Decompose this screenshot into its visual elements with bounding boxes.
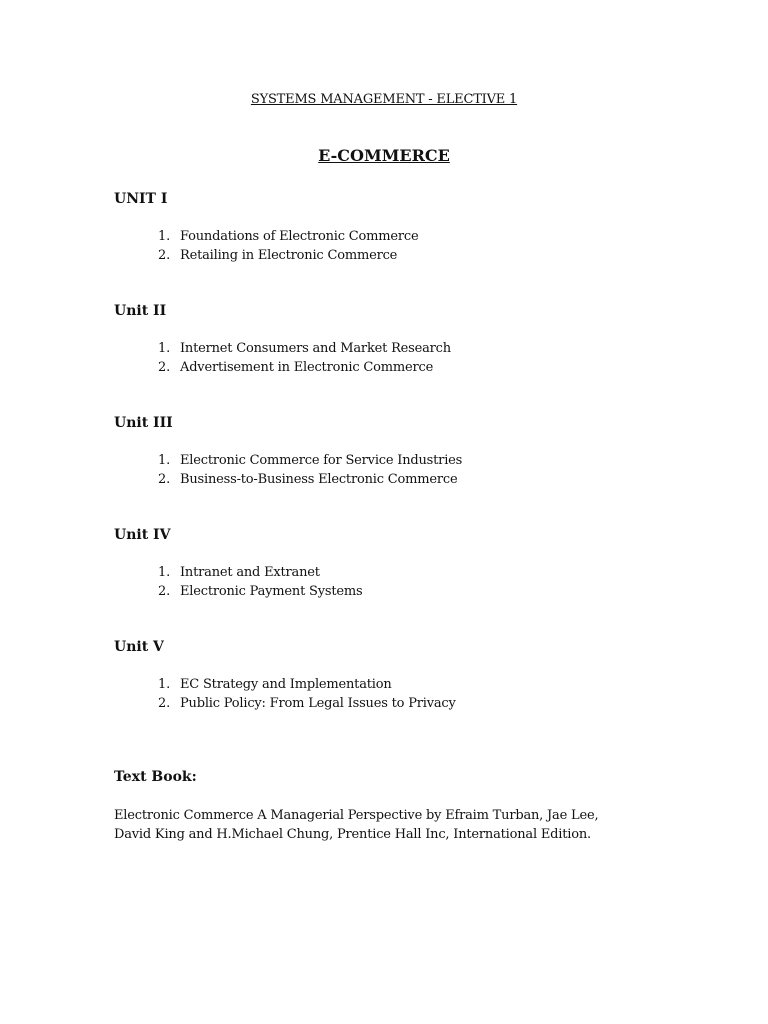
topic-list — [158, 676, 714, 713]
topic-number: 1. — [158, 677, 171, 692]
topic-number: 1. — [158, 565, 171, 580]
page-title: E-COMMERCE — [318, 146, 450, 165]
topic-number: 2. — [158, 247, 171, 263]
textbook-heading: Text Book: — [114, 769, 197, 785]
unit-heading: UNIT I — [114, 191, 168, 207]
topic-text: Retailing in Electronic Commerce — [180, 247, 398, 263]
topic-text: Electronic Commerce for Service Industries — [180, 453, 463, 468]
topic-text: EC Strategy and Implementation — [180, 677, 392, 692]
topic-text: Foundations of Electronic Commerce — [180, 229, 419, 244]
topic-item — [158, 471, 714, 490]
topic-text: Intranet and Extranet — [180, 565, 320, 580]
topic-number: 1. — [158, 229, 171, 244]
topic-list — [158, 228, 714, 265]
unit-section-4 — [114, 526, 714, 601]
topic-number: 2. — [158, 583, 171, 599]
topic-item — [158, 359, 714, 378]
topic-number: 2. — [158, 471, 171, 487]
topic-item — [158, 583, 714, 602]
topic-list — [158, 340, 714, 377]
topic-item — [158, 452, 714, 471]
course-subject: SYSTEMS MANAGEMENT - ELECTIVE 1 — [250, 92, 518, 107]
textbook-reference — [114, 806, 734, 844]
unit-section-1 — [114, 190, 714, 265]
unit-heading: Unit III — [114, 415, 173, 431]
unit-heading: Unit II — [114, 303, 167, 319]
textbook-line: Electronic Commerce A Managerial Perspective by Efraim Turban, Jae Lee, — [114, 808, 599, 823]
topic-item — [158, 676, 714, 695]
topic-list — [158, 564, 714, 601]
topic-number: 1. — [158, 341, 171, 356]
topic-item — [158, 340, 714, 359]
topic-number: 1. — [158, 453, 171, 468]
topic-item — [158, 228, 714, 247]
topic-number: 2. — [158, 695, 171, 711]
unit-heading: Unit V — [114, 639, 164, 655]
topic-text: Public Policy: From Legal Issues to Privacy — [180, 695, 456, 711]
unit-heading: Unit IV — [114, 527, 171, 543]
topic-item — [158, 564, 714, 583]
unit-section-2 — [114, 302, 714, 377]
topic-list — [158, 452, 714, 489]
topic-item — [158, 247, 714, 266]
topic-text: Electronic Payment Systems — [180, 583, 363, 599]
unit-section-3 — [114, 414, 714, 489]
topic-text: Business-to-Business Electronic Commerce — [180, 471, 458, 487]
textbook-line: David King and H.Michael Chung, Prentice Hall Inc, International Edition. — [114, 827, 591, 842]
topic-text: Internet Consumers and Market Research — [180, 341, 451, 356]
textbook-section — [114, 768, 734, 844]
topic-number: 2. — [158, 359, 171, 375]
topic-item — [158, 695, 714, 714]
topic-text: Advertisement in Electronic Commerce — [180, 359, 434, 375]
unit-section-5 — [114, 638, 714, 713]
